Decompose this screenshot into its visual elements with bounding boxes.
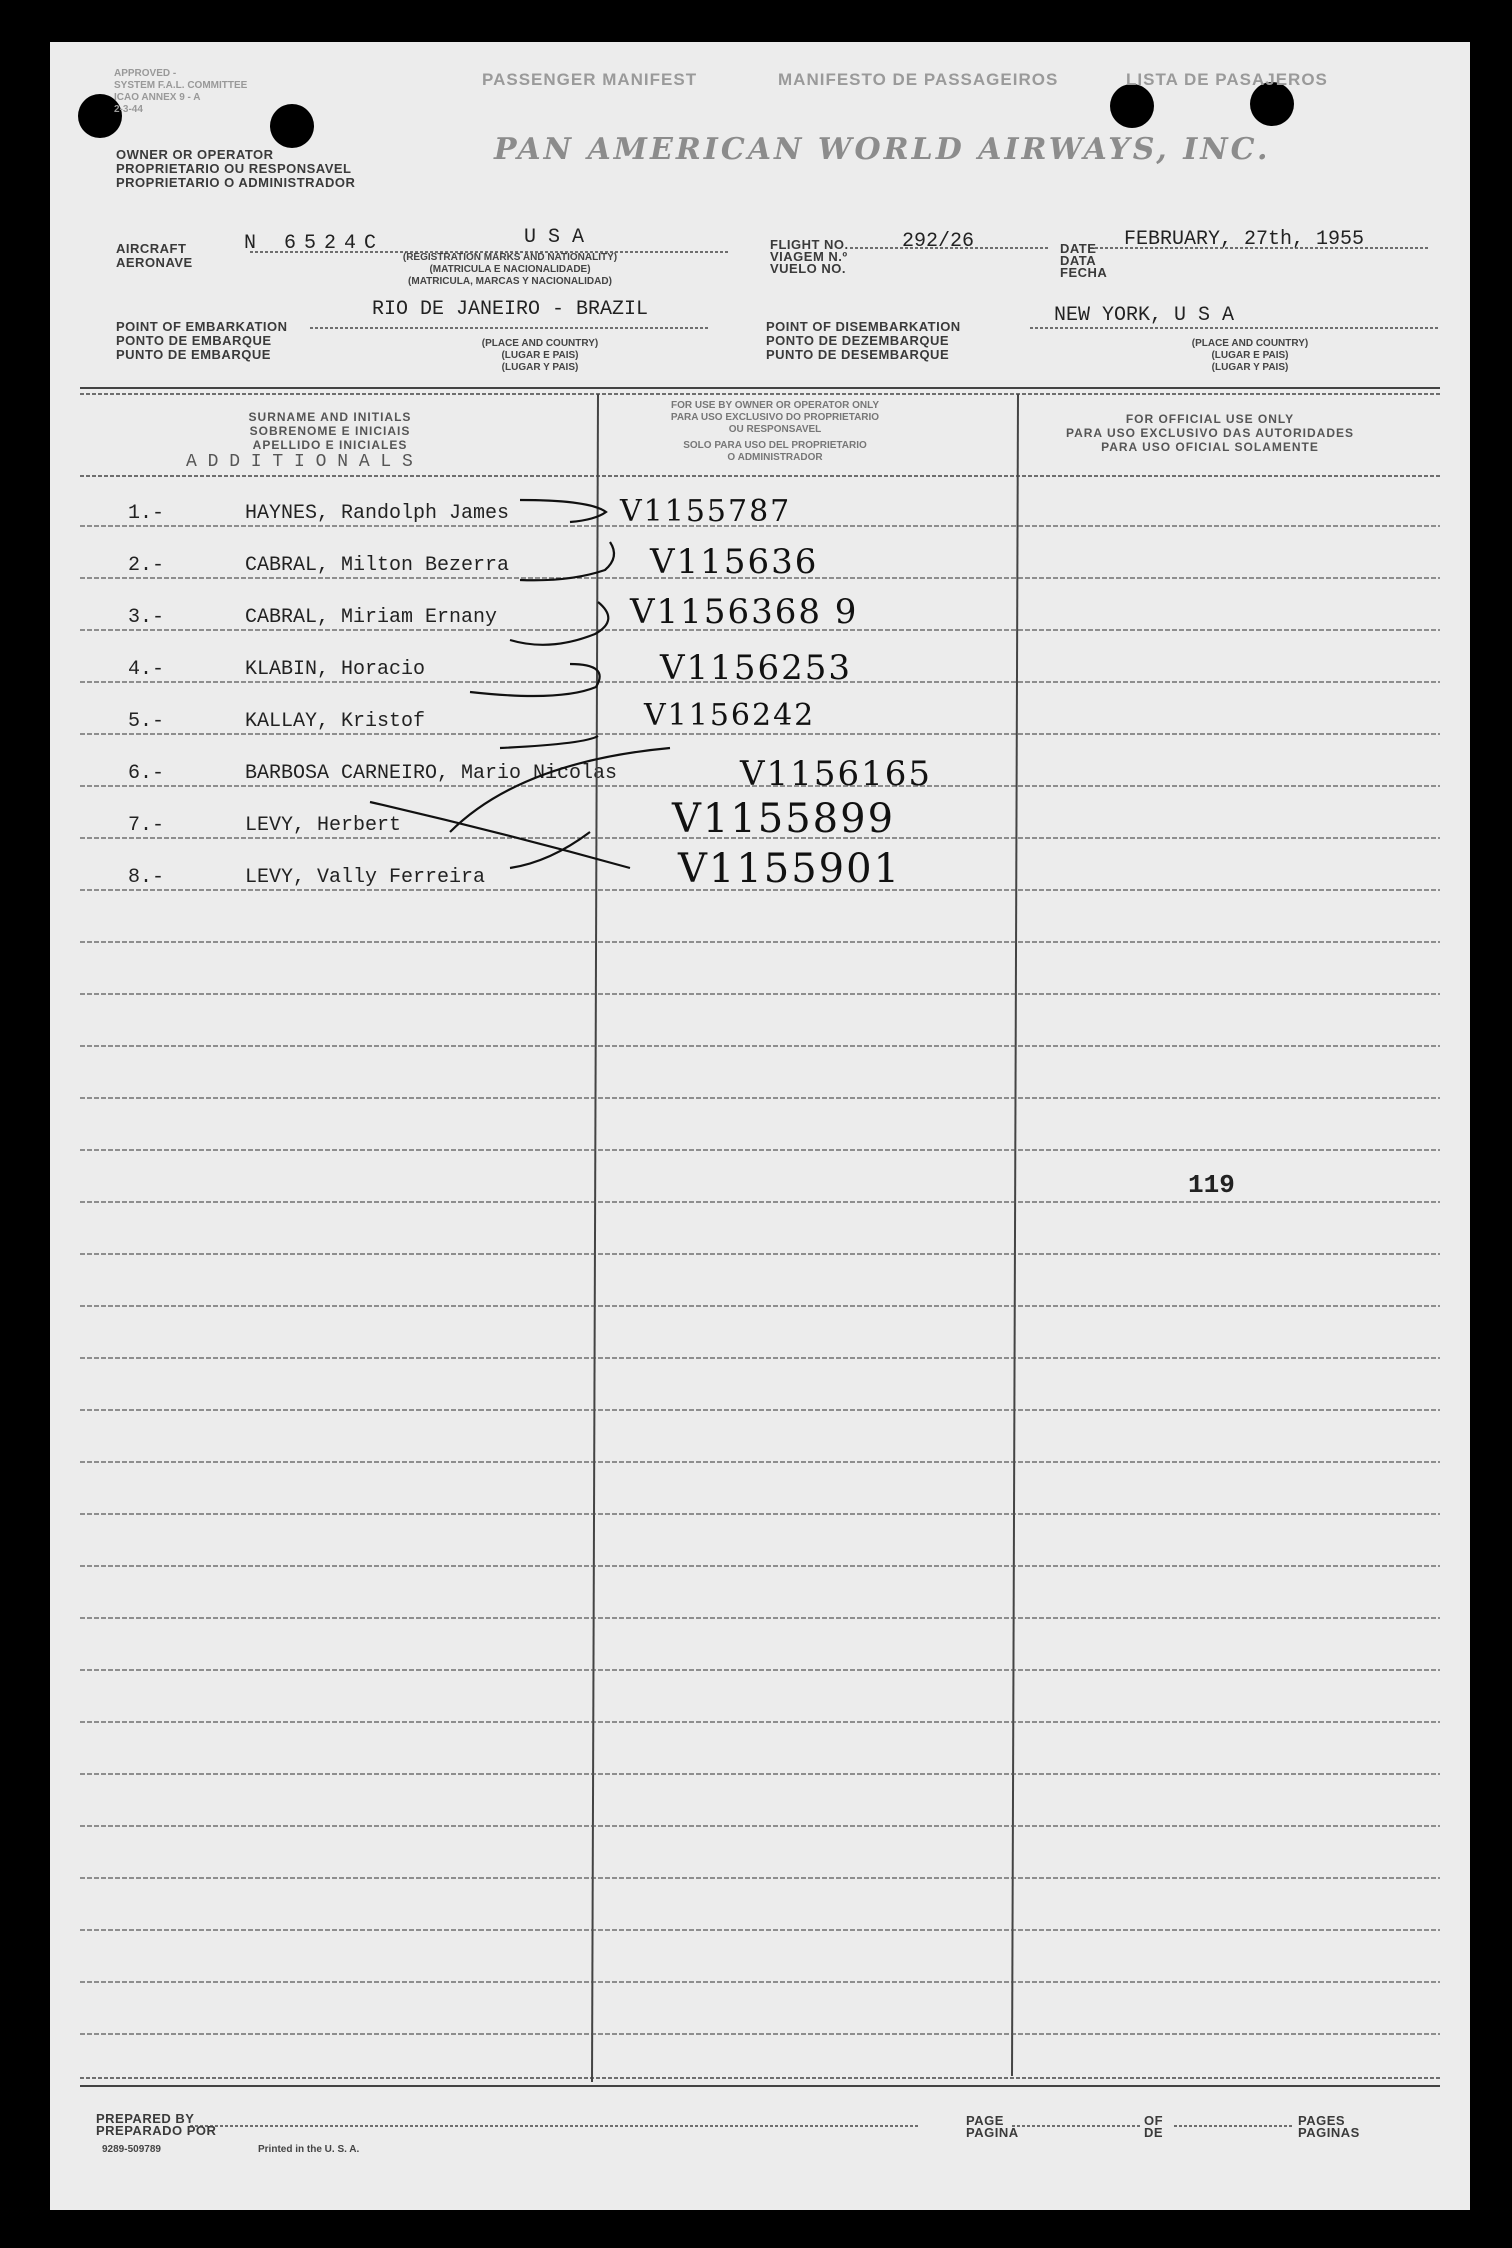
row-number: 3.- — [128, 606, 165, 629]
passenger-name: LEVY, Herbert — [245, 814, 402, 837]
nationality-value: U S A — [524, 226, 585, 249]
row-number: 5.- — [128, 710, 165, 733]
embark-label: PUNTO DE EMBARQUE — [116, 347, 271, 362]
flight-value: 292/26 — [902, 230, 975, 253]
printed-note: Printed in the U. S. A. — [258, 2144, 360, 2155]
embark-value: RIO DE JANEIRO - BRAZIL — [372, 298, 649, 321]
registration-sub: (MATRICULA, MARCAS Y NACIONALIDAD) — [408, 276, 612, 287]
visa-number: V1156242 — [644, 698, 816, 733]
place-sub: (LUGAR E PAIS) — [1211, 350, 1289, 361]
pages-label: PAGES — [1298, 2113, 1346, 2128]
owner-label: PROPRIETARIO O ADMINISTRADOR — [116, 175, 356, 190]
approved-line: 2-3-44 — [114, 104, 143, 115]
disembark-label: POINT OF DISEMBARKATION — [766, 319, 961, 334]
page-label: PAGINA — [966, 2125, 1019, 2140]
form-number: 9289-509789 — [102, 2144, 161, 2155]
owner-use-heading: O ADMINISTRADOR — [727, 452, 823, 463]
pages-label: PAGINAS — [1298, 2125, 1360, 2140]
row-number: 6.- — [128, 762, 165, 785]
col-names-heading: APELLIDO E INICIALES — [252, 438, 408, 452]
passenger-name: LEVY, Vally Ferreira — [245, 866, 486, 889]
page-annotation: 119 — [1188, 1170, 1235, 1200]
airline-name: PAN AMERICAN WORLD AIRWAYS, INC. — [494, 132, 1271, 167]
registration-sub: (REGISTRATION MARKS AND NATIONALITY) — [402, 252, 618, 263]
place-sub: (LUGAR E PAIS) — [501, 350, 579, 361]
visa-number: V1156165 — [740, 754, 932, 794]
flight-label: FLIGHT NO. — [770, 237, 849, 252]
owner-use-heading: SOLO PARA USO DEL PROPRIETARIO — [683, 440, 867, 451]
owner-label: PROPRIETARIO OU RESPONSAVEL — [116, 161, 352, 176]
registration-sub: (MATRICULA E NACIONALIDADE) — [429, 264, 591, 275]
date-label: FECHA — [1060, 265, 1108, 280]
flight-label: VUELO NO. — [770, 261, 847, 276]
title-english: PASSENGER MANIFEST — [482, 70, 698, 89]
place-sub: (PLACE AND COUNTRY) — [481, 338, 599, 349]
owner-use-heading: PARA USO EXCLUSIVO DO PROPRIETARIO — [670, 412, 880, 423]
date-label: DATA — [1060, 253, 1097, 268]
place-sub: (LUGAR Y PAIS) — [1211, 362, 1289, 373]
additionals-label: A D D I T I O N A L S — [186, 452, 413, 472]
page-label: PAGE — [966, 2113, 1004, 2128]
passenger-name: KALLAY, Kristof — [245, 710, 426, 733]
passenger-name: CABRAL, Miriam Ernany — [245, 606, 498, 629]
aircraft-label: AIRCRAFT — [116, 241, 187, 256]
row-number: 4.- — [128, 658, 165, 681]
owner-use-heading: OU RESPONSAVEL — [728, 424, 822, 435]
place-sub: (LUGAR Y PAIS) — [501, 362, 579, 373]
col-names-heading: SOBRENOME E INICIAIS — [249, 424, 411, 438]
title-portuguese: MANIFESTO DE PASSAGEIROS — [778, 70, 1059, 89]
passenger-name: BARBOSA CARNEIRO, Mario Nicolas — [245, 762, 618, 785]
approved-line: APPROVED - — [114, 68, 177, 79]
passenger-name: HAYNES, Randolph James — [245, 502, 510, 525]
approved-line: SYSTEM F.A.L. COMMITTEE — [114, 80, 248, 91]
visa-number: V1156253 — [660, 648, 852, 688]
owner-label: OWNER OR OPERATOR — [116, 147, 274, 162]
visa-number: V1155899 — [672, 796, 896, 842]
visa-number: V1155787 — [620, 494, 792, 529]
disembark-label: PONTO DE DEZEMBARQUE — [766, 333, 950, 348]
row-number: 1.- — [128, 502, 165, 525]
of-label: DE — [1144, 2125, 1164, 2140]
passenger-name: CABRAL, Milton Bezerra — [245, 554, 510, 577]
approved-line: ICAO ANNEX 9 - A — [114, 92, 201, 103]
visa-number: V1155901 — [678, 846, 902, 892]
aircraft-label: AERONAVE — [116, 255, 193, 270]
form-rules — [50, 42, 1470, 2210]
passenger-name: KLABIN, Horacio — [245, 658, 426, 681]
row-number: 2.- — [128, 554, 165, 577]
place-sub: (PLACE AND COUNTRY) — [1191, 338, 1309, 349]
visa-number: V1156368 9 — [630, 592, 859, 632]
disembark-label: PUNTO DE DESEMBARQUE — [766, 347, 950, 362]
owner-use-heading: FOR USE BY OWNER OR OPERATOR ONLY — [671, 400, 879, 411]
official-use-heading: PARA USO EXCLUSIVO DAS AUTORIDADES — [1065, 426, 1355, 440]
prepared-label: PREPARED BY — [96, 2111, 195, 2126]
embark-label: POINT OF EMBARKATION — [116, 319, 288, 334]
disembark-value: NEW YORK, U S A — [1054, 304, 1235, 327]
title-spanish: LISTA DE PASAJEROS — [1126, 70, 1328, 89]
col-names-heading: SURNAME AND INITIALS — [248, 410, 412, 424]
aircraft-value: N 6524C — [244, 232, 385, 255]
official-use-heading: PARA USO OFICIAL SOLAMENTE — [1101, 440, 1319, 454]
visa-number: V115636 — [650, 542, 819, 582]
date-value: FEBRUARY, 27th, 1955 — [1124, 228, 1365, 251]
official-use-heading: FOR OFFICIAL USE ONLY — [1125, 412, 1295, 426]
embark-label: PONTO DE EMBARQUE — [116, 333, 272, 348]
row-number: 7.- — [128, 814, 165, 837]
row-number: 8.- — [128, 866, 165, 889]
of-label: OF — [1144, 2113, 1164, 2128]
flight-label: VIAGEM N.º — [770, 249, 848, 264]
date-label: DATE — [1060, 241, 1097, 256]
prepared-label: PREPARADO POR — [96, 2123, 217, 2138]
manifest-sheet — [50, 42, 1470, 2210]
